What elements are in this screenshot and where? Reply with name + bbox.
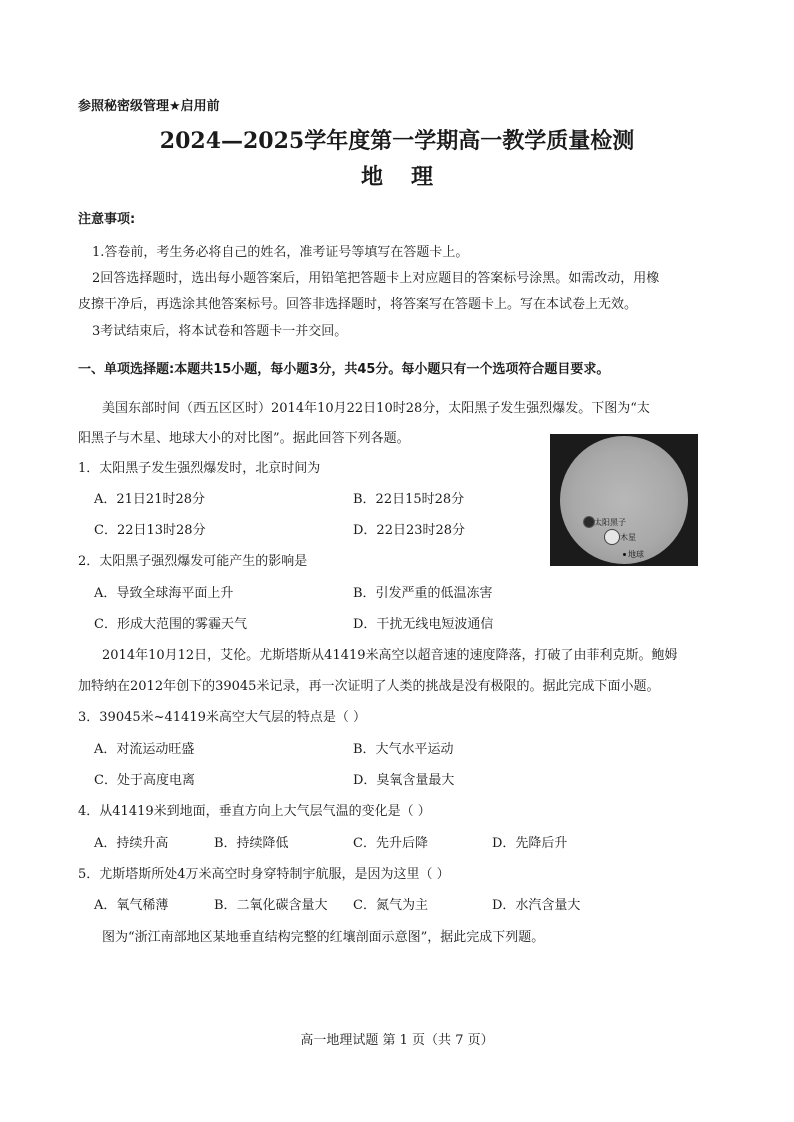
q4-option-c: C．先升后降 [353,836,428,851]
q1-option-a: A．21日21时28分 [94,492,206,507]
q5-option-a: A．氧气稀薄 [94,898,169,913]
notice-item-2: 2回答选择题时，选出每小题答案后，用铅笔把答题卡上对应题目的答案标号涂黑。如需改动，用橡 [92,271,660,286]
q2-option-d: D．干扰无线电短波通信 [353,617,494,632]
section-heading: 一、单项选择题:本题共15小题，每小题3分，共45分。每小题只有一个选项符合题目要求。 [78,362,610,377]
notice-item-1: 1.答卷前，考生务必将自己的姓名，准考证号等填写在答题卡上。 [92,245,469,260]
q2-stem: 2．太阳黑子强烈爆发可能产生的影响是 [78,554,308,569]
notice-heading: 注意事项: [78,212,136,227]
q3-option-b: B．大气水平运动 [353,742,454,757]
passage1-line2: 阳黑子与木星、地球大小的对比图”。据此回答下列各题。 [78,431,410,446]
q5-option-c: C．氮气为主 [353,898,428,913]
q2-option-c: C．形成大范围的雾霾天气 [94,617,247,632]
q4-option-d: D．先降后升 [492,836,568,851]
page-footer: 高一地理试题 第 1 页（共 7 页） [300,1033,494,1048]
q4-option-b: B．持续降低 [214,836,289,851]
q1-option-c: C．22日13时28分 [94,523,206,538]
q3-stem: 3．39045米~41419米高空大气层的特点是（ ） [78,710,367,725]
q4-option-a: A．持续升高 [94,836,169,851]
q1-option-d: D．22日23时28分 [353,523,466,538]
earth-label: 地球 [628,550,644,559]
q5-option-d: D．水汽含量大 [492,898,581,913]
passage1-line1: 美国东部时间（西五区区时）2014年10月22日10时28分，太阳黑子发生强烈爆发。下图为“太 [102,401,650,416]
confidential-label: 参照秘密级管理★启用前 [78,99,220,114]
exam-title: 2024—2025学年度第一学期高一教学质量检测 [159,128,635,154]
notice-item-3: 3考试结束后，将本试卷和答题卡一并交回。 [92,324,348,339]
q2-option-a: A．导致全球海平面上升 [94,586,234,601]
q2-option-b: B．引发严重的低温冻害 [353,586,493,601]
sunspot-comparison-figure [550,434,698,566]
q3-option-c: C．处于高度电离 [94,773,195,788]
passage2-line1: 2014年10月12日，艾伦。尤斯塔斯从41419米高空以超音速的速度降落，打破了由菲利克斯。鲍姆 [102,648,678,663]
q1-stem: 1．太阳黑子发生强烈爆发时，北京时间为 [78,461,321,476]
jupiter-marker [604,529,620,545]
notice-item-2-cont: 皮擦干净后，再选涂其他答案标号。回答非选择题时，将答案写在答题卡上。写在本试卷上无效。 [78,297,638,312]
sun-disk-image [560,436,688,564]
q5-stem: 5．尤斯塔斯所处4万米高空时身穿特制宇航服，是因为这里（ ） [78,867,450,882]
q1-option-b: B．22日15时28分 [353,492,465,507]
passage3-line: 图为“浙江南部地区某地垂直结构完整的红壤剖面示意图”，据此完成下列题。 [102,930,545,945]
q3-option-a: A．对流运动旺盛 [94,742,195,757]
passage2-line2: 加特纳在2012年创下的39045米记录，再一次证明了人类的挑战是没有极限的。据此完成下面小题。 [78,679,660,694]
earth-marker [623,553,626,556]
subject-title: 地理 [360,164,461,190]
q5-option-b: B．二氧化碳含量大 [214,898,328,913]
sunspot-label: 太阳黑子 [594,518,626,527]
jupiter-label: 木星 [620,533,636,542]
q3-option-d: D．臭氧含量最大 [353,773,455,788]
q4-stem: 4．从41419米到地面，垂直方向上大气层气温的变化是（ ） [78,804,431,819]
